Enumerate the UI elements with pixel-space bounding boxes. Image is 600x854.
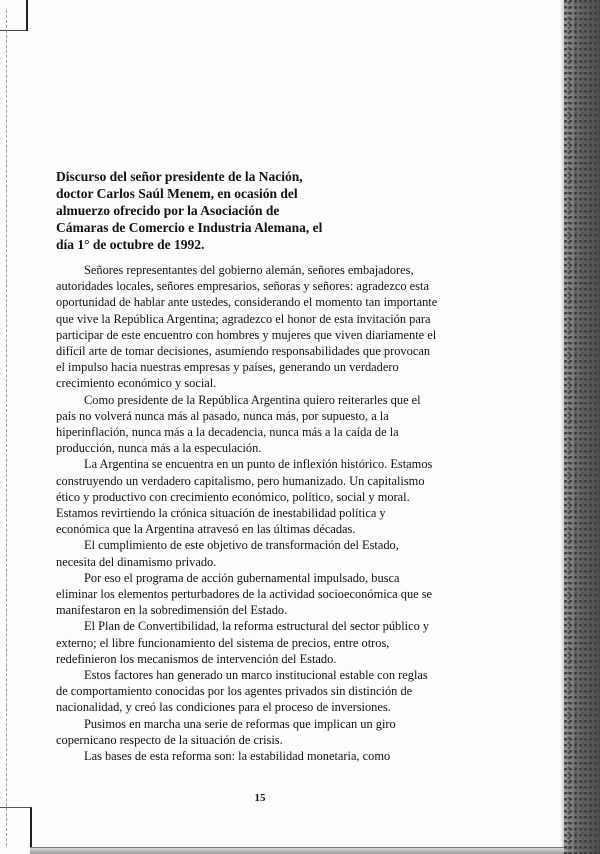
paragraph-line: ético y productivo con crecimiento económico, político, social y moral. bbox=[56, 489, 410, 504]
paragraph-line: Estos factores han generado un marco institucional estable con reglas bbox=[84, 668, 428, 683]
paragraph-line: necesita del dinamismo privado. bbox=[56, 554, 217, 569]
page-number: 15 bbox=[254, 792, 266, 804]
paragraph-line: El Plan de Convertibilidad, la reforma estructural del sector público y bbox=[84, 619, 430, 634]
paragraph-line: difícil arte de tomar decisiones, asumiendo responsabilidades que provocan bbox=[56, 344, 431, 359]
paragraph-line: El cumplimiento de este objetivo de transformación del Estado, bbox=[84, 538, 399, 553]
paragraph-line: Por eso el programa de acción gubernamental impulsado, busca bbox=[84, 570, 400, 585]
paragraph-line: construyendo un verdadero capitalismo, pero humanizado. Un capitalismo bbox=[56, 473, 425, 488]
paragraph-line: Estamos revirtiendo la crónica situación de inestabilidad política y bbox=[56, 506, 386, 521]
heading-line: doctor Carlos Saúl Menem, en ocasión del bbox=[56, 186, 298, 201]
speech-paragraph bbox=[56, 392, 476, 457]
paragraph-line: Pusimos en marcha una serie de reformas que implican un giro bbox=[84, 716, 396, 731]
paragraph-line: participar de este encuentro con hombres y mujeres que viven diariamente el bbox=[56, 327, 437, 342]
speech-paragraph bbox=[56, 716, 476, 748]
paragraph-line: redefinieron los mecanismos de intervención del Estado. bbox=[56, 651, 337, 666]
paragraph-line: que vive la República Argentina; agradezco el honor de esta invitación para bbox=[56, 311, 431, 326]
speech-paragraph bbox=[56, 456, 476, 537]
speech-paragraph bbox=[56, 618, 476, 667]
paragraph-line: económica que la Argentina atravesó en las últimas décadas. bbox=[56, 522, 356, 537]
paragraph-line: país no volverá nunca más al pasado, nunca más, por supuesto, a la bbox=[56, 408, 389, 423]
paragraph-line: externo; el libre funcionamiento del sistema de precios, entre otros, bbox=[56, 635, 390, 650]
paragraph-line: autoridades locales, señores empresarios, señoras y señores: agradezco esta bbox=[56, 279, 429, 294]
paragraph-line: manifestaron en la sobredimensión del Estado. bbox=[56, 603, 288, 618]
heading-line: día 1° de octubre de 1992. bbox=[56, 237, 205, 252]
paragraph-line: oportunidad de hablar ante ustedes, considerando el momento tan importante bbox=[56, 295, 438, 310]
paragraph-line: Como presidente de la República Argentina quiero reiterarles que el bbox=[84, 392, 421, 407]
speech-paragraph bbox=[56, 570, 476, 619]
paragraph-line: eliminar los elementos perturbadores de la actividad socioeconómica que se bbox=[56, 587, 433, 602]
binding-mark-top bbox=[0, 0, 28, 31]
heading-line: Discurso del señor presidente de la Nación, bbox=[56, 169, 303, 184]
binding-mark-bottom bbox=[0, 807, 32, 854]
speech-paragraph bbox=[56, 748, 476, 764]
scan-bottom-band bbox=[30, 847, 564, 854]
scan-shadow-right bbox=[564, 0, 600, 854]
paragraph-line: La Argentina se encuentra en un punto de inflexión histórico. Estamos bbox=[84, 457, 433, 472]
paragraph-line: el impulso hacia nuestras empresas y países, generando un verdadero bbox=[56, 360, 399, 375]
paragraph-line: nacionalidad, y creó las condiciones para el proceso de inversiones. bbox=[56, 700, 391, 715]
speech-heading bbox=[56, 168, 356, 253]
paragraph-line: producción, nunca más a la especulación. bbox=[56, 441, 262, 456]
speech-body bbox=[56, 262, 476, 764]
heading-line: almuerzo ofrecido por la Asociación de bbox=[56, 203, 280, 218]
paragraph-line: de comportamiento conocidas por los agentes privados sin distinción de bbox=[56, 684, 413, 699]
heading-line: Cámaras de Comercio e Industria Alemana, el bbox=[56, 220, 323, 235]
paragraph-line: copernicano respecto de la situación de crisis. bbox=[56, 732, 283, 747]
paragraph-line: Las bases de esta reforma son: la estabilidad monetaria, como bbox=[84, 749, 391, 764]
speech-paragraph bbox=[56, 537, 476, 569]
binding-edge bbox=[6, 10, 10, 846]
speech-paragraph bbox=[56, 667, 476, 716]
speech-paragraph bbox=[56, 262, 476, 392]
paragraph-line: crecimiento económico y social. bbox=[56, 376, 217, 391]
paragraph-line: Señores representantes del gobierno alemán, señores embajadores, bbox=[84, 263, 414, 277]
paragraph-line: hiperinflación, nunca más a la decadencia, nunca más a la caída de la bbox=[56, 425, 399, 440]
